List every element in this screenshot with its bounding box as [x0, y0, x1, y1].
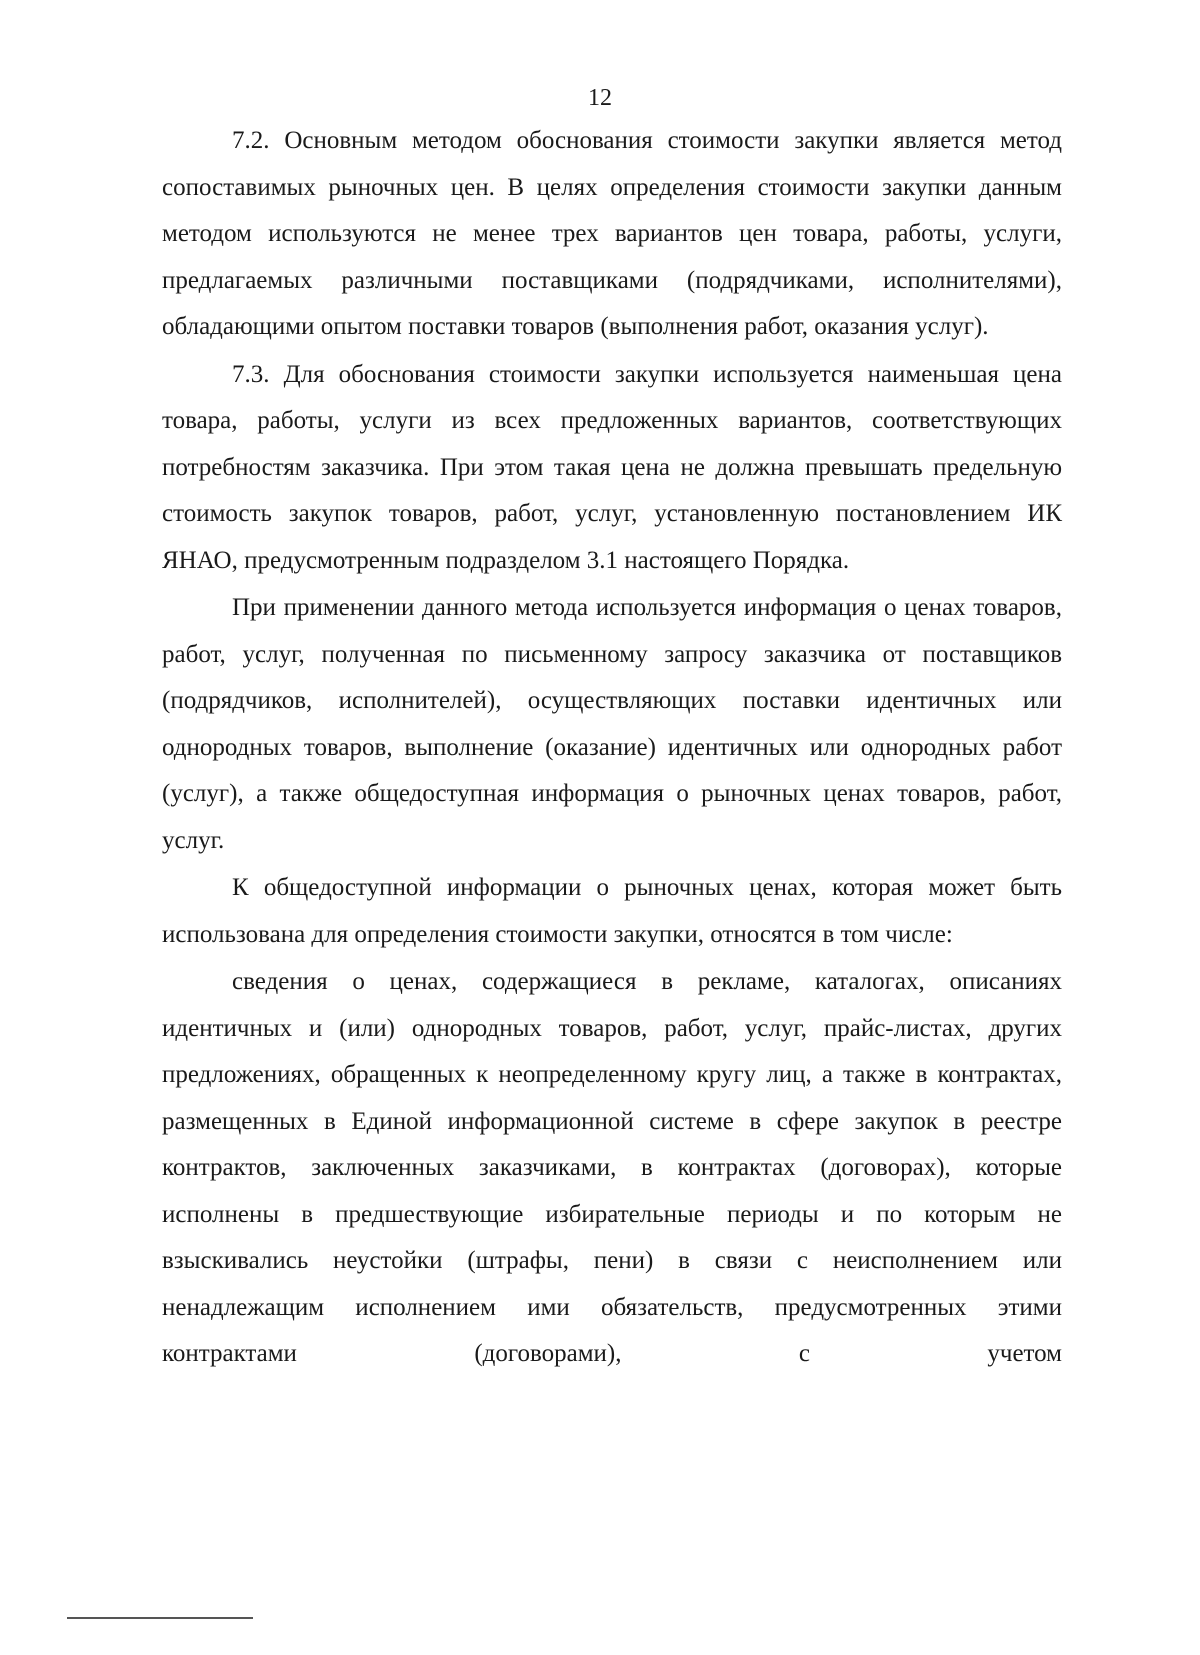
paragraph-price-sources: сведения о ценах, содержащиеся в рекламе, каталогах, описаниях идентичных и (или) однородных товаров, работ, услуг, прайс-листах, других предложениях, обращенных к неопределенному кругу лиц, а также в контрактах, размещенных в Единой информационной системе в сфере закупок в реестре контрактов, заключенных заказчиками, в контрактах (договорах), которые исполнены в предшествующие избирательные периоды и по которым не взыскивались неустойки (штрафы, пени) в связи с неисполнением или ненадлежащим исполнением ими обязательств, предусмотренных этими контрактами (договорами), с учетом — [162, 968, 1062, 1367]
paragraph-public-info: К общедоступной информации о рыночных ценах, которая может быть использована для определения стоимости закупки, относятся в том числе: — [162, 874, 1062, 948]
document-body — [162, 118, 1062, 1378]
paragraph-method-info: При применении данного метода используется информация о ценах товаров, работ, услуг, полученная по письменному запросу заказчика от поставщиков (подрядчиков, исполнителей), осуществляющих поставки идентичных или однородных товаров, выполнение (оказание) идентичных или однородных работ (услуг), а также общедоступная информация о рыночных ценах товаров, работ, услуг. — [162, 594, 1062, 854]
paragraph-7-2: 7.2. Основным методом обоснования стоимости закупки является метод сопоставимых рыночных цен. В целях определения стоимости закупки данным методом используются не менее трех вариантов цен товара, работы, услуги, предлагаемых различными поставщиками (подрядчиками, исполнителями), обладающими опытом поставки товаров (выполнения работ, оказания услуг). — [162, 127, 1062, 340]
page-number: 12 — [588, 85, 612, 111]
footnote-separator-line — [67, 1617, 253, 1619]
paragraph-7-3: 7.3. Для обоснования стоимости закупки используется наименьшая цена товара, работы, услуги из всех предложенных вариантов, соответствующих потребностям заказчика. При этом такая цена не должна превышать предельную стоимость закупок товаров, работ, услуг, установленную постановлением ИК ЯНАО, предусмотренным подразделом 3.1 настоящего Порядка. — [162, 360, 1062, 574]
